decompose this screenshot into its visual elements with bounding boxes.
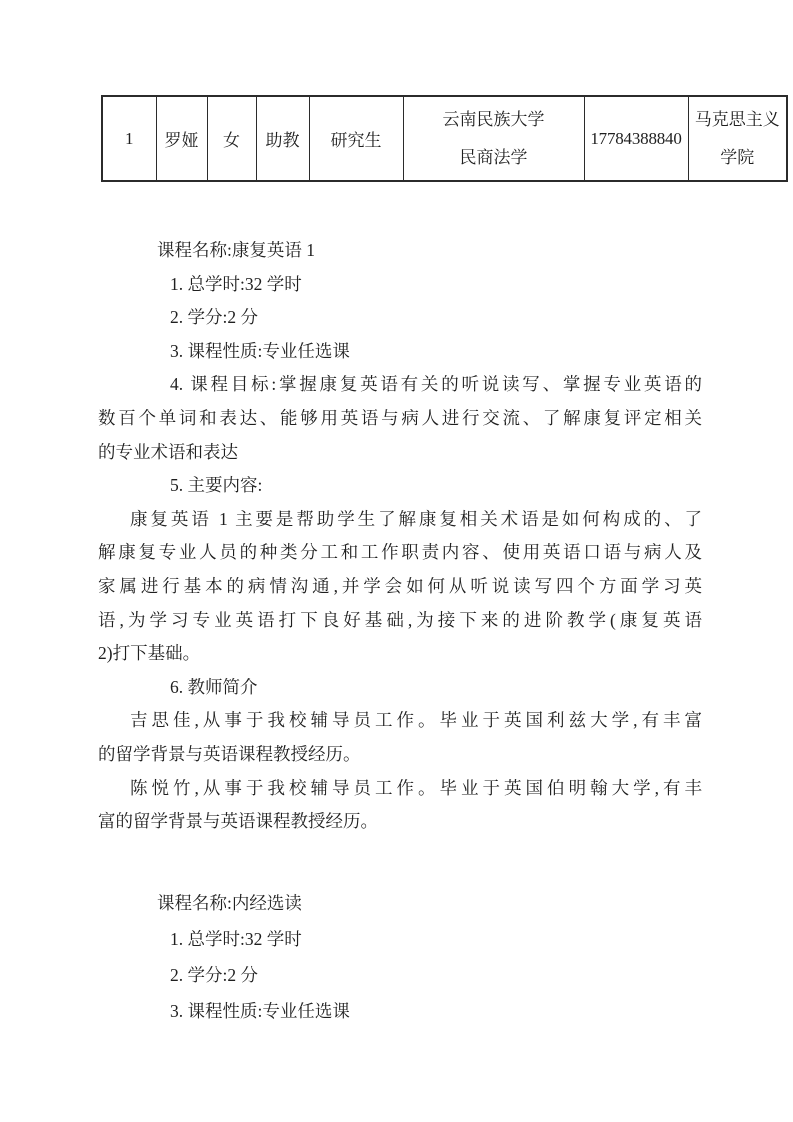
course-1-section [98, 234, 702, 839]
course-1-hours: 1. 总学时:32 学时 [170, 273, 302, 294]
course-1-goal-line-1: 4. 课程目标:掌握康复英语有关的听说读写、掌握专业英语的 [170, 374, 702, 395]
course-1-name: 课程名称:康复英语 1 [157, 240, 315, 260]
table-cell-name: 罗娅 [156, 96, 207, 181]
teacher-2-bio-line-2: 富的留学背景与英语课程教授经历。 [98, 811, 378, 832]
teacher-1-bio-line-2: 的留学背景与英语课程教授经历。 [98, 743, 361, 764]
course-1-goal-line-2: 数百个单词和表达、能够用英语与病人进行交流、了解康复评定相关 [98, 407, 702, 428]
major-line: 民商法学 [459, 147, 528, 167]
school-line: 云南民族大学 [442, 109, 545, 129]
course-1-teacher-heading: 6. 教师简介 [170, 676, 258, 697]
table-cell-school-major [403, 96, 584, 181]
course-1-content-line-4: 语,为学习专业英语打下良好基础,为接下来的进阶教学(康复英语 [98, 609, 702, 630]
table-cell-title: 助教 [256, 96, 309, 181]
teacher-1-bio-line-1: 吉思佳,从事于我校辅导员工作。毕业于英国利兹大学,有丰富 [130, 710, 702, 731]
course-2-credits: 2. 学分:2 分 [170, 965, 258, 985]
teacher-info-table [101, 95, 788, 182]
course-1-content-line-2: 解康复专业人员的种类分工和工作职责内容、使用英语口语与病人及 [98, 542, 702, 563]
table-cell-education: 研究生 [309, 96, 403, 181]
college-line-2: 学院 [720, 147, 755, 167]
course-1-credits: 2. 学分:2 分 [170, 307, 258, 328]
course-2-type: 3. 课程性质:专业任选课 [170, 1001, 350, 1021]
table-cell-phone: 17784388840 [584, 96, 688, 181]
course-1-goal-line-3: 的专业术语和表达 [98, 441, 238, 462]
course-2-section [98, 885, 702, 1029]
college-line-1: 马克思主义 [694, 109, 780, 129]
table-row [102, 96, 787, 181]
table-cell-gender: 女 [207, 96, 256, 181]
course-1-content-line-3: 家属进行基本的病情沟通,并学会如何从听说读写四个方面学习英 [98, 575, 702, 596]
course-1-content-heading: 5. 主要内容: [170, 475, 263, 496]
table-cell-college [688, 96, 787, 181]
course-2-hours: 1. 总学时:32 学时 [170, 929, 302, 949]
course-2-name: 课程名称:内经选读 [157, 893, 302, 913]
course-1-type: 3. 课程性质:专业任选课 [170, 340, 350, 361]
course-1-content-line-5: 2)打下基础。 [98, 643, 201, 664]
course-1-content-line-1: 康复英语 1 主要是帮助学生了解康复相关术语是如何构成的、了 [130, 508, 702, 529]
teacher-2-bio-line-1: 陈悦竹,从事于我校辅导员工作。毕业于英国伯明翰大学,有丰 [130, 777, 702, 798]
table-cell-index: 1 [102, 96, 156, 181]
